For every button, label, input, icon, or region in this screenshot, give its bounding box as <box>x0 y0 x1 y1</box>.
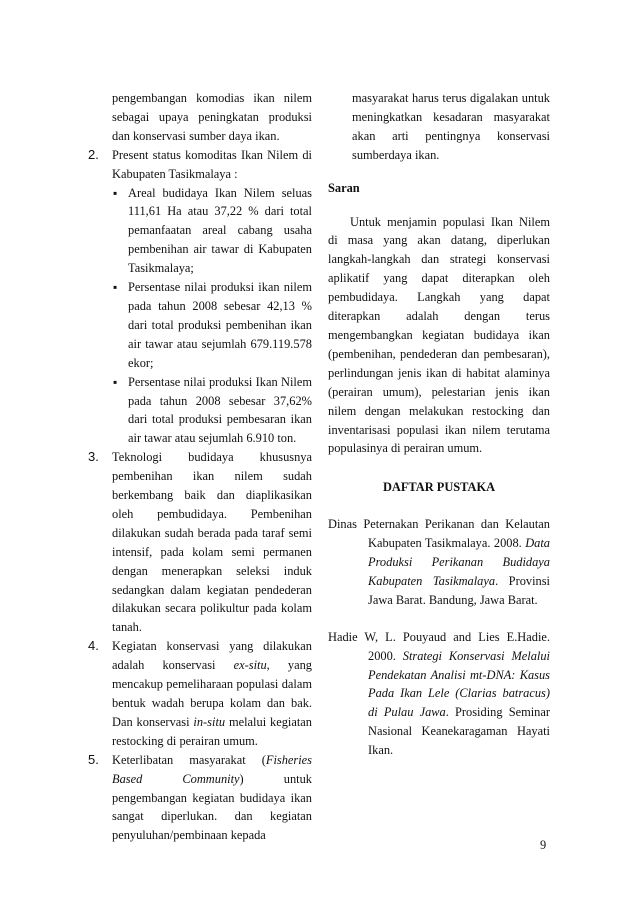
bullet-item: ▪ Persentase nilai produksi Ikan Nilem pada tahun 2008 sebesar 37,62% dari total produksi pembesaran ikan air tawar atau sejumlah 6.910 ton. <box>112 373 312 449</box>
list-item-3 <box>88 448 312 637</box>
bullet-item: ▪ Persentase nilai produksi ikan nilem pada tahun 2008 sebesar 42,13 % dari total produksi pembenihan ikan air tawar atau sejumlah 679.119.578 ekor; <box>112 278 312 373</box>
italic-term: in-situ <box>193 714 226 729</box>
text-run: Hadie W, L. Pouyaud and Lies E.Hadie. 2000. <box>328 629 550 663</box>
italic-title: Data Produksi Perikanan Budidaya Kabupaten Tasikmalaya <box>368 536 550 588</box>
item-number: 3. <box>88 449 99 465</box>
text-run: . Provinsi Jawa Barat. Bandung, Jawa Barat. <box>368 573 550 607</box>
text-run: Kegiatan konservasi yang dilakukan adalah konservasi <box>112 639 312 673</box>
left-column <box>88 89 312 845</box>
item-text: Teknologi budidaya khususnya pembenihan ikan nilem sudah berkembang baik dan diaplikasikan oleh pembudidaya. Pembenihan dilakukan sudah berada pada taraf semi intensif, pada kolam semi permanen dengan menerapkan seleksi induk sedangkan dalam kegiatan pendederan dilakukan secara polikultur pada kolam tanah. <box>112 450 312 635</box>
right-column <box>328 89 550 760</box>
text-run: yang mencakup pemeliharaan populasi dalam bentuk wadah berupa kolam dan bak. Dan konservasi <box>112 658 312 729</box>
text-run: melalui kegiatan restocking di perairan umum. <box>112 714 312 748</box>
list-item-5 <box>88 751 312 846</box>
reference-entry <box>328 628 550 760</box>
continuation-paragraph: masyarakat harus terus digalakan untuk meningkatkan kesadaran masyarakat akan arti pentingnya konservasi sumberdaya ikan. <box>352 91 550 162</box>
text-run: . Prosiding Seminar Nasional Keanekaragaman Hayati Ikan. <box>368 705 550 758</box>
text-run: Dinas Peternakan Perikanan dan Kelautan Kabupaten Tasikmalaya. 2008. <box>328 517 550 551</box>
item-text: Present status komoditas Ikan Nilem di Kabupaten Tasikmalaya : <box>112 147 312 181</box>
bullet-item: ▪ Areal budidaya Ikan Nilem seluas 111,61 Ha atau 37,22 % dari total pemanfaatan areal cabang usaha pembenihan air tawar di Kabupaten Tasikmalaya; <box>112 184 312 279</box>
text-run: Keterlibatan masyarakat ( <box>112 752 266 767</box>
italic-term: Fisheries Based Community <box>112 752 312 786</box>
item-number: 2. <box>88 146 99 162</box>
item-number: 4. <box>88 638 99 654</box>
italic-term: ex-situ, <box>233 658 270 673</box>
item-text <box>112 637 312 750</box>
saran-paragraph: Untuk menjamin populasi Ikan Nilem di masa yang akan datang, diperlukan langkah-langkah dan strategi konservasi aplikatif yang dapat diterapkan oleh pembudidaya. Langkah yang dapat diterapkan adalah dengan terus mengembangkan kegiatan budidaya ikan (pembenihan, pendederan dan pembesaran), perlindungan jenis ikan di habitat alaminya (perairan umum), pelestarian jenis ikan nilem dengan melakukan restocking dan inventarisasi populasi ikan nilem terutama populasinya di perairan umum. <box>328 214 550 456</box>
continuation-paragraph: pengembangan komodias ikan nilem sebagai upaya peningkatan produksi dan konservasi sumber daya ikan. <box>112 91 312 143</box>
page-number: 9 <box>540 838 547 852</box>
references-heading: DAFTAR PUSTAKA <box>382 480 496 495</box>
saran-heading: Saran <box>328 180 360 195</box>
bullet-list <box>112 184 312 449</box>
text-run: ) untuk pengembangan kegiatan budidaya ikan sangat diperlukan. dan kegiatan penyuluhan/pembinaan kepada <box>112 771 312 843</box>
reference-entry <box>328 515 550 610</box>
item-text <box>112 751 312 846</box>
italic-title: Strategi Konservasi Melalui Pendekatan Analisi mt-DNA: Kasus Pada Ikan Lele (Clarias batracus) di Pulau Jawa <box>368 648 550 720</box>
item-number: 5. <box>88 751 99 767</box>
list-item-2 <box>88 146 312 449</box>
list-item-4 <box>88 637 312 750</box>
